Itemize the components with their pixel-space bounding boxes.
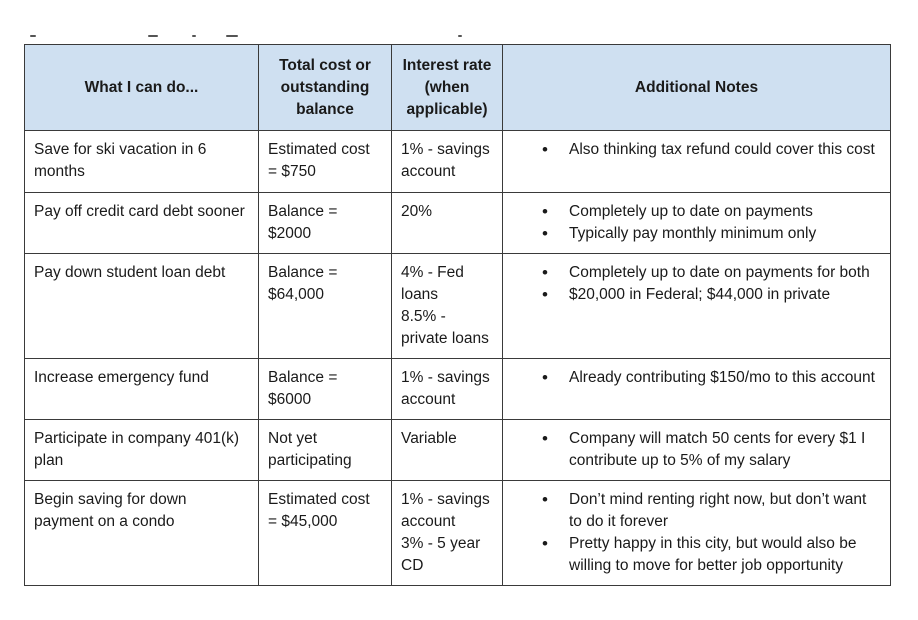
notes-cell: [503, 193, 891, 254]
action-cell: Increase emergency fund: [25, 359, 259, 420]
notes-list: [512, 489, 881, 577]
action-cell: Pay off credit card debt sooner: [25, 193, 259, 254]
rate-line: 3% - 5 year CD: [401, 535, 481, 574]
rate-cell: [392, 359, 503, 420]
cost-cell: Balance = $64,000: [259, 254, 392, 359]
note-item: • Typically pay monthly minimum only: [512, 223, 881, 245]
notes-cell: [503, 131, 891, 193]
header-row: [25, 45, 891, 131]
notes-list: [512, 428, 881, 472]
notes-list: [512, 139, 881, 161]
table-row: [25, 131, 891, 193]
note-item: • Completely up to date on payments: [512, 201, 881, 223]
rate-line: 1% - savings account: [401, 141, 490, 180]
cost-cell: Estimated cost = $750: [259, 131, 392, 193]
notes-list: [512, 262, 881, 306]
note-item: • Company will match 50 cents for every $1 I contribute up to 5% of my salary: [512, 428, 881, 472]
table-row: [25, 359, 891, 420]
table-row: [25, 254, 891, 359]
cost-cell: Balance = $2000: [259, 193, 392, 254]
rate-cell: [392, 254, 503, 359]
header-interest-rate: Interest rate (when applicable): [392, 45, 503, 131]
note-item: • Don’t mind renting right now, but don’t want to do it forever: [512, 489, 881, 533]
rate-cell: [392, 131, 503, 193]
rate-line: 8.5% - private loans: [401, 308, 489, 347]
table-row: [25, 420, 891, 481]
rate-line: 1% - savings account: [401, 491, 490, 530]
header-additional-notes: Additional Notes: [503, 45, 891, 131]
cost-cell: Not yet participating: [259, 420, 392, 481]
notes-list: [512, 367, 881, 389]
table-row: [25, 193, 891, 254]
rate-line: 1% - savings account: [401, 369, 490, 408]
rate-cell: [392, 481, 503, 586]
action-cell: Begin saving for down payment on a condo: [25, 481, 259, 586]
notes-cell: [503, 481, 891, 586]
table-row: [25, 481, 891, 586]
rate-line: Variable: [401, 430, 457, 447]
notes-cell: [503, 359, 891, 420]
notes-cell: [503, 254, 891, 359]
rate-line: 4% - Fed loans: [401, 264, 464, 303]
notes-list: [512, 201, 881, 245]
cropped-text-remnant: [30, 33, 470, 39]
note-item: • Completely up to date on payments for both: [512, 262, 881, 284]
rate-cell: [392, 420, 503, 481]
cost-cell: Balance = $6000: [259, 359, 392, 420]
rate-cell: [392, 193, 503, 254]
note-item: • Also thinking tax refund could cover this cost: [512, 139, 881, 161]
header-what-i-can-do: What I can do...: [25, 45, 259, 131]
financial-options-table: [24, 44, 891, 586]
note-item: • Already contributing $150/mo to this account: [512, 367, 881, 389]
action-cell: Pay down student loan debt: [25, 254, 259, 359]
action-cell: Participate in company 401(k) plan: [25, 420, 259, 481]
cost-cell: Estimated cost = $45,000: [259, 481, 392, 586]
note-item: • Pretty happy in this city, but would also be willing to move for better job opportunity: [512, 533, 881, 577]
header-total-cost: Total cost or outstanding balance: [259, 45, 392, 131]
action-cell: Save for ski vacation in 6 months: [25, 131, 259, 193]
notes-cell: [503, 420, 891, 481]
rate-line: 20%: [401, 203, 433, 220]
note-item: • $20,000 in Federal; $44,000 in private: [512, 284, 881, 306]
